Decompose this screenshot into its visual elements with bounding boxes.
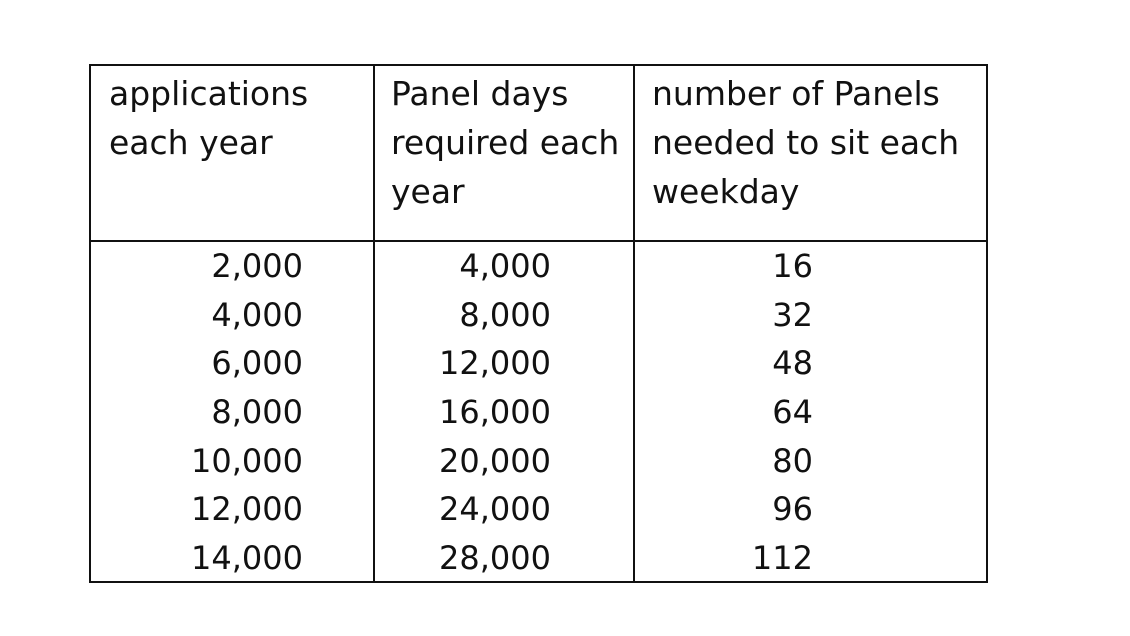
cell-applications: 6,000 [211, 344, 303, 383]
cell-applications: 2,000 [211, 247, 303, 285]
cell-panels-needed: 48 [772, 344, 813, 383]
cell-panels-needed: 64 [772, 393, 813, 432]
table-row [91, 485, 986, 534]
cell-applications: 14,000 [191, 539, 303, 578]
cell-panels-needed: 80 [772, 441, 813, 480]
cell-panel-days: 20,000 [439, 441, 551, 480]
cell-panel-days: 12,000 [439, 344, 551, 383]
cell-panel-days: 24,000 [439, 490, 551, 529]
cell-panels-needed: 112 [751, 539, 813, 578]
table-row [91, 291, 986, 340]
table-row [91, 339, 986, 388]
cell-applications: 4,000 [211, 295, 303, 334]
table-body [91, 242, 986, 583]
panel-requirements-table [89, 64, 988, 583]
cell-applications: 12,000 [191, 490, 303, 529]
cell-panel-days: 4,000 [459, 247, 551, 285]
cell-panel-days: 16,000 [439, 393, 551, 432]
table-row [91, 388, 986, 437]
cell-panels-needed: 32 [772, 295, 813, 334]
header-applications-each-year: applications each year [109, 74, 309, 162]
cell-panel-days: 28,000 [439, 539, 551, 578]
cell-applications: 8,000 [211, 393, 303, 432]
cell-applications: 10,000 [191, 441, 303, 480]
cell-panels-needed: 16 [772, 247, 813, 285]
cell-panel-days: 8,000 [459, 295, 551, 334]
header-panel-days-required: Panel days required each year [391, 74, 620, 211]
header-number-of-panels: number of Panels needed to sit each weekday [652, 74, 960, 211]
table-header-row [91, 66, 986, 242]
cell-panels-needed: 96 [772, 490, 813, 529]
table-row [91, 242, 986, 291]
table-row [91, 534, 986, 583]
table-row [91, 437, 986, 486]
